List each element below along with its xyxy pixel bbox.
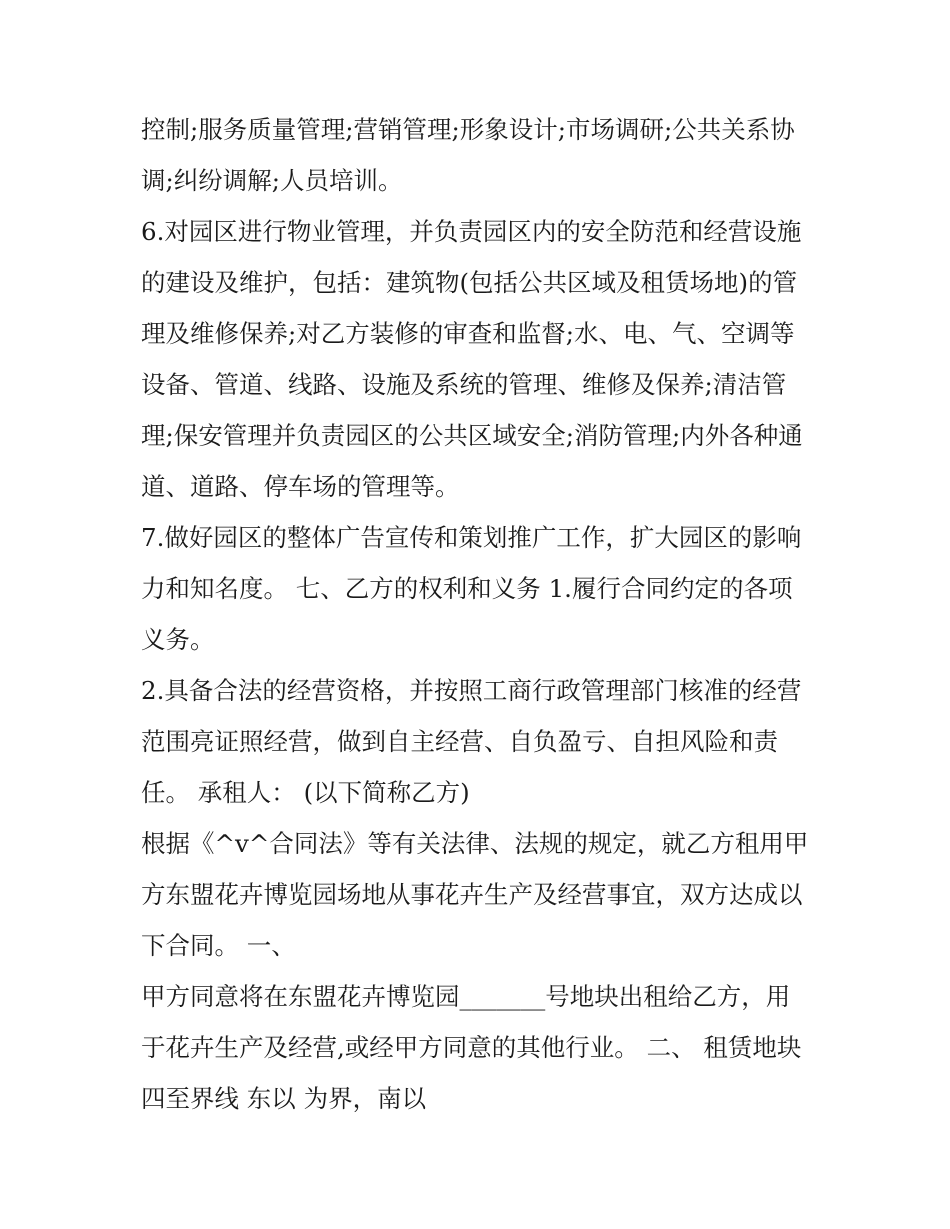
text-line: 6.对园区进行物业管理，并负责园区内的安全防范和经营设施 [141, 217, 802, 246]
text-line: 义务。 [141, 625, 215, 654]
text-line: 根据《^v^合同法》等有关法律、法规的规定，就乙方租用甲 [141, 829, 809, 858]
text-line: 道、道路、停车场的管理等。 [141, 472, 460, 501]
text-line: 力和知名度。 七、乙方的权利和义务 1.履行合同约定的各项 [141, 574, 793, 603]
text-line: 四至界线 东以 为界，南以 [141, 1084, 427, 1113]
text-line: 理及维修保养;对乙方装修的审查和监督;水、电、气、空调等 [141, 319, 795, 348]
text-line: 2.具备合法的经营资格，并按照工商行政管理部门核准的经营 [141, 676, 802, 705]
text-line: 7.做好园区的整体广告宣传和策划推广工作，扩大园区的影响 [141, 523, 802, 552]
text-line: 调;纠纷调解;人员培训。 [141, 166, 403, 195]
text-line: 甲方同意将在东盟花卉博览园_______号地块出租给乙方，用 [141, 982, 791, 1011]
text-line: 设备、管道、线路、设施及系统的管理、维修及保养;清洁管 [141, 370, 787, 399]
text-line: 范围亮证照经营，做到自主经营、自负盈亏、自担风险和责 [141, 727, 778, 756]
text-line: 方东盟花卉博览园场地从事花卉生产及经营事宜，双方达成以 [141, 880, 803, 909]
text-line: 于花卉生产及经营,或经甲方同意的其他行业。 二、 租赁地块 [141, 1033, 802, 1062]
text-line: 任。 承租人： (以下简称乙方) [141, 778, 470, 807]
text-line: 的建设及维护，包括：建筑物(包括公共区域及租赁场地)的管 [141, 268, 798, 297]
document-body [141, 104, 821, 1124]
text-line: 理;保安管理并负责园区的公共区域安全;消防管理;内外各种通 [141, 421, 803, 450]
text-line: 控制;服务质量管理;营销管理;形象设计;市场调研;公共关系协 [141, 115, 795, 144]
text-line: 下合同。 一、 [141, 931, 296, 960]
